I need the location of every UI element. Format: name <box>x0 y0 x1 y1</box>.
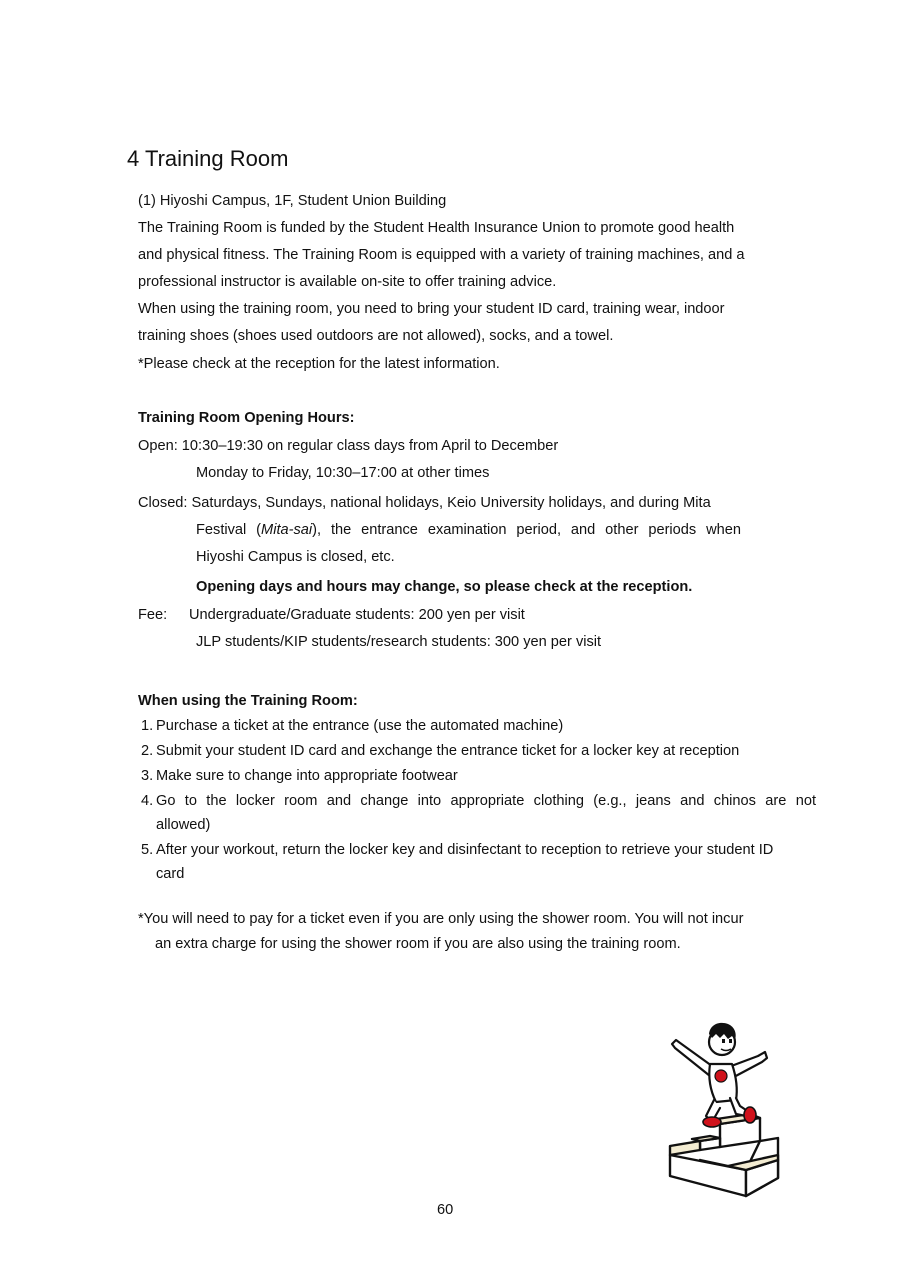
step-number: 4. <box>141 793 154 809</box>
step-text: Make sure to change into appropriate footwear <box>156 768 458 784</box>
step-number: 5. <box>141 842 154 858</box>
person-on-steps-icon <box>662 1018 786 1202</box>
intro-line: and physical fitness. The Training Room is equipped with a variety of training machines, and a <box>138 247 745 263</box>
mita-sai-term: Mita-sai <box>261 522 313 538</box>
shower-note: an extra charge for using the shower room if you are also using the training room. <box>155 936 681 952</box>
step-number: 3. <box>141 768 154 784</box>
closed-line: Hiyoshi Campus is closed, etc. <box>196 549 395 565</box>
fee-label: Fee: <box>138 607 168 623</box>
shower-note: *You will need to pay for a ticket even if you are only using the shower room. You will not incur <box>138 911 744 927</box>
closed-line: Festival (Mita-sai), the entrance examination period, and other periods when <box>196 522 741 538</box>
step-text: After your workout, return the locker key and disinfectant to reception to retrieve your student ID <box>156 842 774 858</box>
page-number: 60 <box>437 1202 454 1218</box>
step-text: Purchase a ticket at the entrance (use the automated machine) <box>156 718 564 734</box>
step-number: 2. <box>141 743 154 759</box>
fee-line: JLP students/KIP students/research students: 300 yen per visit <box>196 634 602 650</box>
intro-note: *Please check at the reception for the latest information. <box>138 356 500 372</box>
step-text: card <box>156 866 185 882</box>
step-text: Go to the locker room and change into appropriate clothing (e.g., jeans and chinos are not <box>156 793 816 809</box>
intro-line: training shoes (shoes used outdoors are not allowed), socks, and a towel. <box>138 328 614 344</box>
intro-line: The Training Room is funded by the Student Health Insurance Union to promote good health <box>138 220 735 236</box>
hours-title: Training Room Opening Hours: <box>138 410 355 426</box>
closed-line: Closed: Saturdays, Sundays, national holidays, Keio University holidays, and during Mita <box>138 495 711 511</box>
step-number: 1. <box>141 718 154 734</box>
usage-title: When using the Training Room: <box>138 693 358 709</box>
step-text: allowed) <box>156 817 211 833</box>
step-text: Submit your student ID card and exchange the entrance ticket for a locker key at reception <box>156 743 740 759</box>
change-notice: Opening days and hours may change, so please check at the reception. <box>196 579 693 595</box>
fee-line: Undergraduate/Graduate students: 200 yen per visit <box>189 607 525 623</box>
intro-line: professional instructor is available on-site to offer training advice. <box>138 274 557 290</box>
location-line: (1) Hiyoshi Campus, 1F, Student Union Building <box>138 193 447 209</box>
open-hours-line: Monday to Friday, 10:30–17:00 at other times <box>196 465 490 481</box>
intro-line: When using the training room, you need to bring your student ID card, training wear, indoor <box>138 301 725 317</box>
section-heading: 4 Training Room <box>127 146 289 171</box>
open-hours-line: Open: 10:30–19:30 on regular class days from April to December <box>138 438 559 454</box>
